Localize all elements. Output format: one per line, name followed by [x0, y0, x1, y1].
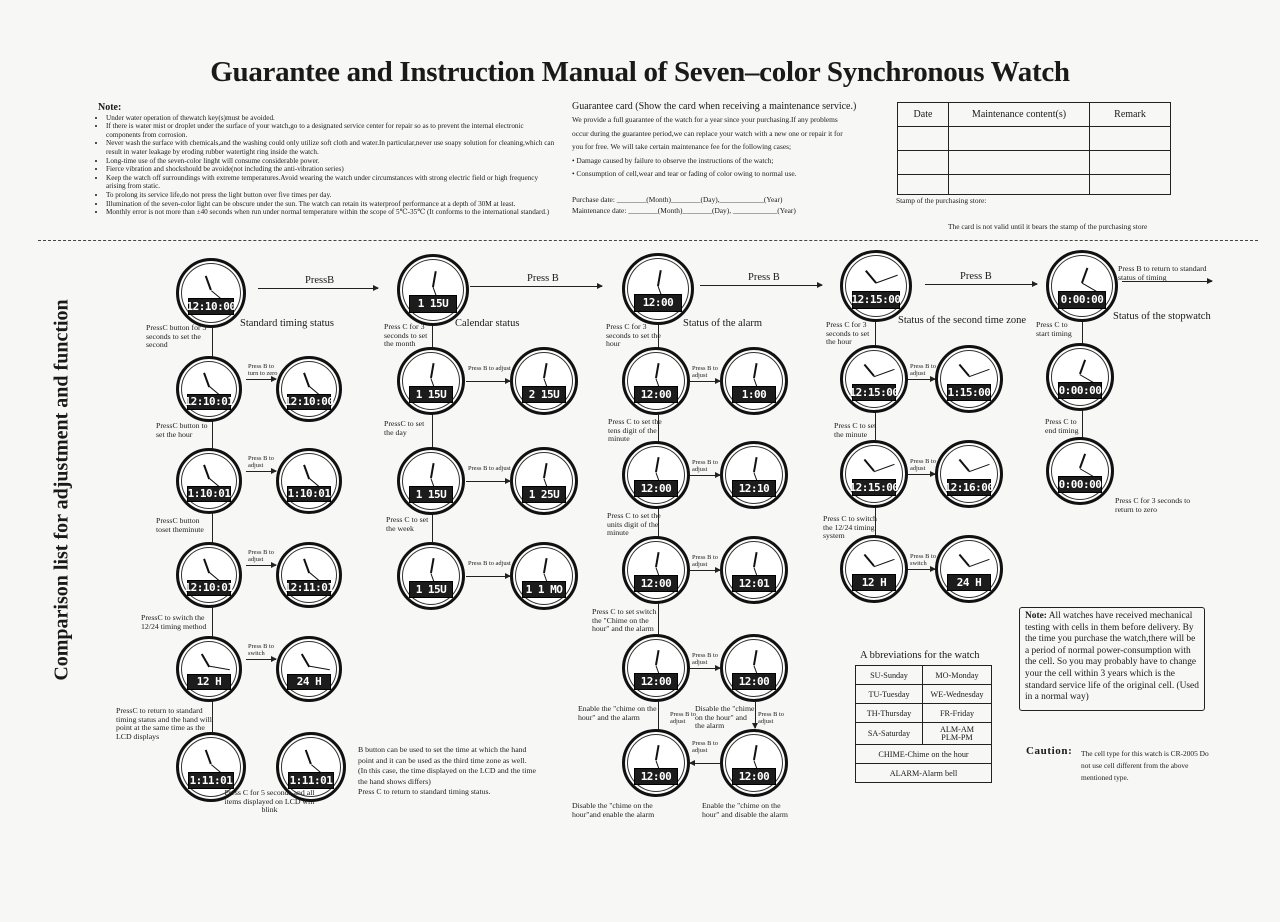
- watch-dial: [840, 250, 912, 322]
- watch-face: [720, 347, 788, 415]
- arrow: [908, 569, 935, 570]
- abbr-cell: TU-Tuesday: [856, 685, 923, 704]
- arrow: [258, 288, 378, 289]
- press-b-caption: Press B to adjust: [758, 711, 784, 725]
- caption: Press C for 3 seconds to set the hour: [826, 320, 870, 347]
- arrow: [690, 763, 720, 764]
- caption: Press C for 3 seconds to set the month: [384, 322, 428, 349]
- lcd-display: 1 15U: [409, 581, 454, 598]
- watch-face: [510, 447, 578, 515]
- side-title: Comparison list for adjustment and function: [50, 299, 73, 681]
- help-line: Press C to return to standard timing status.: [358, 787, 491, 797]
- lcd-display: 12:00: [732, 673, 777, 690]
- abbr-cell: WE-Wednesday: [923, 685, 992, 704]
- watch-face: [622, 253, 694, 325]
- caption: Press C to set the week: [386, 515, 429, 533]
- watch-face: [935, 440, 1003, 508]
- watch-dial: [276, 356, 342, 422]
- help-line: (In this case, the time displayed on the LCD and the time: [358, 766, 536, 776]
- watch-face: [622, 536, 690, 604]
- lcd-display: 12 H: [187, 674, 231, 691]
- table-row: [856, 685, 992, 704]
- press-b-caption: Press B to adjust: [468, 560, 511, 567]
- arrow: [690, 381, 720, 382]
- watch-face: [276, 356, 342, 422]
- abbreviations-title: A bbreviations for the watch: [860, 650, 980, 661]
- press-b-caption: Press B to adjust: [692, 652, 718, 666]
- lcd-display: 0:00:00: [1058, 383, 1102, 397]
- press-b-caption: Press B to adjust: [692, 459, 718, 473]
- abbr-cell: SU-Sunday: [856, 666, 923, 685]
- stamp-label: Stamp of the purchasing store:: [896, 196, 987, 205]
- watch-face: [397, 254, 469, 326]
- note-item: • Fierce vibration and shockshould be avoide(not including the anti-vibration series): [106, 165, 558, 174]
- arrow: [908, 379, 935, 380]
- caption: Press C to set switch the "Chime on the hour" and the alarm: [592, 607, 657, 634]
- abbr-cell: SA-Saturday: [856, 723, 923, 745]
- watch-dial: [176, 542, 242, 608]
- b-button-help: [358, 745, 558, 798]
- note-item: • Monthly error is not more than ±40 seconds when run under normal temperature within the scope of 5℃-35℃ (It conforms to the international standard.): [106, 208, 558, 217]
- watch-face: [397, 542, 465, 610]
- abbreviations-table: [855, 665, 992, 783]
- table-row: [856, 745, 992, 764]
- watch-face: [176, 258, 246, 328]
- watch-face: [622, 347, 690, 415]
- watch-dial: [276, 448, 342, 514]
- lcd-display: 12:10:00: [284, 395, 334, 409]
- abbr-cell: FR-Friday: [923, 704, 992, 723]
- watch-face: [840, 345, 908, 413]
- lcd-display: 12:15:00: [849, 385, 899, 399]
- abbr-cell: ALARM-Alarm bell: [856, 764, 992, 783]
- page-title: Guarantee and Instruction Manual of Seven–color Synchronous Watch: [210, 56, 1070, 88]
- press-b-caption: Press B to adjust: [670, 711, 696, 725]
- table-row: [856, 764, 992, 783]
- watch-face: [1046, 437, 1114, 505]
- watch-face: [1046, 343, 1114, 411]
- lcd-display: 12:15:00: [852, 291, 900, 309]
- press-b-label: PressB: [305, 275, 335, 286]
- arrow: [246, 379, 276, 380]
- arrow: [246, 659, 276, 660]
- watch-face: [397, 447, 465, 515]
- lcd-display: 24 H: [287, 674, 331, 691]
- lcd-display: 12:00: [634, 386, 679, 403]
- caption: Press C to switch the 12/24 timing system: [823, 514, 877, 541]
- lcd-display: 12:10:01: [184, 395, 234, 409]
- note-box-text: All watches have received mechanical testing with cells in them before delivery. By the time you purchase the watch,there will be a period of normal power-consumption with the cell. So you may probably have to change your the cell within 3 years which is the standard service life of the original cell. (Used in a normal way): [1025, 611, 1199, 703]
- note-item: • Under water operation of thewatch key(s)must be avoided.: [106, 114, 558, 123]
- caption: Press C for 3 seconds to set the hour: [606, 322, 661, 349]
- caption: Press C to end timing: [1045, 417, 1079, 435]
- arrow: [246, 565, 276, 566]
- watch-dial: [840, 440, 908, 508]
- watch-dial: [176, 636, 242, 702]
- caution-label: Caution:: [1026, 745, 1073, 757]
- arrow: [690, 475, 720, 476]
- watch-dial: [840, 535, 908, 603]
- table-row: [898, 151, 1171, 175]
- note-item: • If there is water mist or droplet under the surface of your watch,go to a designated service center for repair so as to prevent the internal electronic components from corrosion.: [106, 122, 558, 139]
- caption: PressC to set the day: [384, 419, 425, 437]
- note-item: • Illumination of the seven-color light can be obscure under the sun. The watch can retain its waterproof performance at a depth of 30M at least.: [106, 200, 558, 209]
- help-line: point and it can be used as the third time zone as well.: [358, 755, 527, 765]
- press-b-caption: Press B to adjust: [692, 740, 718, 754]
- abbr-cell: ALM-AM PLM-PM: [923, 723, 992, 745]
- watch-face: [397, 347, 465, 415]
- table-header: Date: [898, 103, 949, 127]
- watch-face: [622, 441, 690, 509]
- arrow: [700, 285, 822, 286]
- table-header: Maintenance content(s): [949, 103, 1090, 127]
- help-line: B button can be used to set the time at which the hand: [358, 745, 527, 754]
- lcd-display: 1 15U: [409, 486, 454, 503]
- press-b-caption: Press B to adjust: [248, 455, 274, 469]
- arrow: [466, 481, 510, 482]
- watch-dial: [176, 448, 242, 514]
- lcd-display: 12:00: [634, 294, 682, 312]
- press-b-caption: Press B to switch: [910, 553, 936, 567]
- purchase-date: Purchase date: ________(Month)________(Day),____________(Year): [572, 194, 783, 204]
- guarantee-line: you for free. We will take certain maintenance fee for the following cases;: [572, 142, 792, 151]
- abbr-cell: CHIME-Chime on the hour: [856, 745, 992, 764]
- caption: Press C for 3 seconds to return to zero: [1115, 496, 1191, 514]
- note-item: • To prolong its service life,do not press the light button over five times per day.: [106, 191, 558, 200]
- note-box: [1019, 607, 1205, 711]
- press-b-caption: Press B to adjust: [910, 363, 936, 377]
- status-alarm: Status of the alarm: [683, 318, 763, 329]
- caption: PressC button toset theminute: [156, 516, 204, 534]
- watch-face: [622, 634, 690, 702]
- watch-face: [176, 542, 242, 608]
- guarantee-heading: Guarantee card (Show the card when receiving a maintenance service.): [572, 101, 857, 112]
- watch-dial: [1046, 250, 1118, 322]
- lcd-display: 24 H: [947, 574, 992, 591]
- lcd-display: 12:00: [732, 768, 777, 785]
- press-b-label: Press B: [748, 272, 780, 283]
- stamp-note: The card is not valid until it bears the stamp of the purchasing store: [948, 222, 1148, 231]
- arrow: [755, 702, 756, 728]
- press-b-caption: Press B to switch: [248, 643, 274, 657]
- status-second-zone: Status of the second time zone: [898, 315, 1027, 326]
- lcd-display: 12:00: [634, 768, 679, 785]
- guarantee-case: • Damage caused by failure to observe the instructions of the watch;: [572, 155, 774, 165]
- maintenance-date: Maintenance date: ________(Month)________(Day), ____________(Year): [572, 206, 796, 215]
- caption: Disable the "chime on the hour" and the alarm: [695, 704, 755, 731]
- lcd-display: 12 H: [852, 574, 897, 591]
- caption: PressC button for 3 seconds to set the second: [146, 323, 207, 350]
- lcd-display: 2 15U: [522, 386, 567, 403]
- arrow: [908, 474, 935, 475]
- lcd-display: 12:01: [732, 575, 777, 592]
- note-section: [98, 104, 558, 217]
- status-stopwatch: Status of the stopwatch: [1113, 311, 1211, 322]
- watch-face: [1046, 250, 1118, 322]
- caption: Press C for 5 seconds and all items displayed on LCD will blink: [224, 788, 315, 815]
- watch-face: [176, 448, 242, 514]
- lcd-display: 12:10:01: [184, 581, 234, 595]
- lcd-display: 12:00: [634, 673, 679, 690]
- note-list: [98, 114, 558, 217]
- table-row: [898, 175, 1171, 195]
- caption: PressC to return to standard timing status and the hand will point at the same time as the LCD displays: [116, 706, 212, 741]
- watch-dial: [935, 440, 1003, 508]
- press-b-label: Press B: [527, 273, 559, 284]
- watch-face: [510, 542, 578, 610]
- guarantee-line: occur during the guarantee period,we can replace your watch with a new one or repair it for: [572, 128, 843, 138]
- table-row: [856, 666, 992, 685]
- status-standard: Standard timing status: [240, 318, 334, 329]
- watch-dial: [1046, 437, 1114, 505]
- watch-dial: [176, 258, 246, 328]
- arrow: [690, 668, 720, 669]
- lcd-display: 1:10:01: [187, 487, 231, 501]
- watch-dial: [276, 636, 342, 702]
- lcd-display: 1:15:00: [947, 385, 991, 399]
- watch-dial: [176, 356, 242, 422]
- lcd-display: 12:10: [732, 480, 777, 497]
- watch-face: [720, 441, 788, 509]
- press-b-caption: Press B to adjust: [468, 465, 511, 472]
- press-b-caption: Press B to adjust: [692, 554, 718, 568]
- lcd-display: 1 15U: [409, 386, 454, 403]
- lcd-display: 12:00: [634, 480, 679, 497]
- caption: Press B to return to standard status of timing: [1118, 264, 1207, 282]
- watch-face: [276, 636, 342, 702]
- watch-face: [935, 345, 1003, 413]
- lcd-display: 12:10:00: [188, 298, 234, 315]
- watch-face: [510, 347, 578, 415]
- press-b-caption: Press B to adjust: [910, 458, 936, 472]
- lcd-display: 0:00:00: [1058, 291, 1106, 309]
- caption: Press C to set the minute: [834, 421, 877, 439]
- lcd-display: 12:15:00: [849, 480, 899, 494]
- lcd-display: 1 15U: [409, 295, 457, 313]
- arrow: [466, 576, 510, 577]
- watch-face: [935, 535, 1003, 603]
- watch-face: [840, 535, 908, 603]
- table-row: [856, 723, 992, 745]
- arrow: [690, 570, 720, 571]
- caption: PressC to switch the 12/24 timing method: [141, 613, 207, 631]
- note-item: • Never wash the surface with chemicals,and the washing could only utilize soft cloth and water.In particular,never use soapy solution for cleaning,which can result in water leakage by eroding rubber watertight ring inside the watch.: [106, 139, 558, 156]
- watch-face: [176, 636, 242, 702]
- guarantee-card: [572, 101, 887, 218]
- abbr-cell: TH-Thursday: [856, 704, 923, 723]
- help-line: the hand shows differs): [358, 776, 431, 786]
- press-b-caption: Press B to adjust: [692, 365, 718, 379]
- caption: Enable the "chime on the hour" and the alarm: [578, 704, 657, 722]
- press-b-caption: Press B to adjust: [248, 549, 274, 563]
- watch-dial: [935, 535, 1003, 603]
- caption: Press C to set the units digit of the minute: [607, 511, 661, 538]
- watch-face: [720, 536, 788, 604]
- arrow: [466, 381, 510, 382]
- lcd-display: 0:00:00: [1058, 477, 1102, 491]
- watch-face: [622, 729, 690, 797]
- lcd-display: 1 25U: [522, 486, 567, 503]
- watch-dial: [1046, 343, 1114, 411]
- caption: Press C to set the tens digit of the minute: [608, 417, 662, 444]
- note-box-label: Note:: [1025, 611, 1047, 621]
- caption: Press C to start timing: [1036, 320, 1072, 338]
- guarantee-case: • Consumption of cell,wear and tear or fading of color owing to normal use.: [572, 169, 797, 178]
- lcd-display: 1 1 MO: [522, 581, 567, 598]
- lcd-display: 1:11:01: [188, 772, 234, 789]
- watch-face: [720, 634, 788, 702]
- maintenance-table: [897, 102, 1171, 195]
- watch-face: [276, 542, 342, 608]
- arrow: [470, 286, 602, 287]
- arrow: [925, 284, 1037, 285]
- caption: Enable the "chime on the hour" and disable the alarm: [702, 801, 788, 819]
- table-header: Remark: [1090, 103, 1171, 127]
- abbr-cell: MO-Monday: [923, 666, 992, 685]
- watch-dial: [935, 345, 1003, 413]
- divider: [38, 240, 1258, 241]
- caption: PressC button to set the hour: [156, 421, 208, 439]
- watch-face: [720, 729, 788, 797]
- caption: Disable the "chime on the hour"and enable the alarm: [572, 801, 655, 819]
- press-b-caption: Press B to turn to zero: [248, 363, 278, 377]
- watch-face: [276, 448, 342, 514]
- guarantee-line: We provide a full guarantee of the watch for a year since your purchasing.If any problems: [572, 115, 838, 124]
- table-row: [856, 704, 992, 723]
- table-row: [898, 127, 1171, 151]
- watch-face: [840, 250, 912, 322]
- arrow: [246, 471, 276, 472]
- watch-face: [840, 440, 908, 508]
- caution-text: The cell type for this watch is CR-2005 Do not use cell different from the above mentioned type.: [1081, 749, 1209, 782]
- lcd-display: 1:00: [732, 386, 777, 403]
- lcd-display: 1:10:01: [287, 487, 331, 501]
- lcd-display: 12:11:01: [284, 581, 334, 595]
- watch-face: [176, 356, 242, 422]
- note-item: • Long-time use of the seven-color linght will consume considerable power.: [106, 157, 558, 166]
- lcd-display: 1:11:01: [288, 772, 334, 789]
- lcd-display: 12:00: [634, 575, 679, 592]
- press-b-label: Press B: [960, 271, 992, 282]
- lcd-display: 12:16:00: [944, 480, 994, 494]
- press-b-caption: Press B to adjust: [468, 365, 511, 372]
- watch-dial: [840, 345, 908, 413]
- note-item: • Keep the watch off surroundings with extreme temperatures.Avoid wearing the watch under circumstances with strong electric field or high frequency arising from static.: [106, 174, 558, 191]
- watch-dial: [276, 542, 342, 608]
- note-heading: Note:: [98, 102, 122, 113]
- status-calendar: Calendar status: [455, 318, 520, 329]
